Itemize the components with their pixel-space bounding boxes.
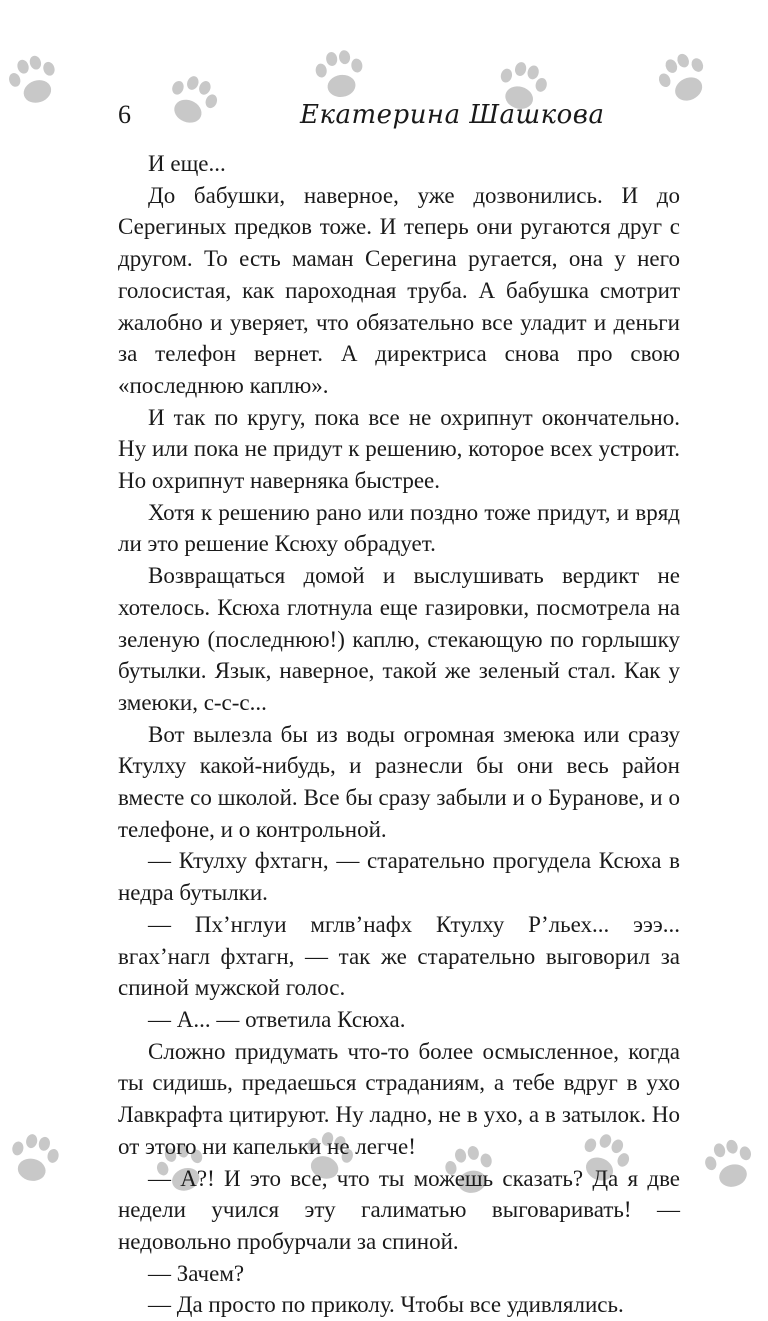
paragraph: Вот вылезла бы из воды огромная змеюка или сразу Ктулху какой-нибудь, и разнесли бы они весь район вместе со школой. Все бы сразу забыли и о Буранове, и о телефоне, и о контрольной. bbox=[118, 721, 680, 842]
running-head-author: Екатерина Шашкова bbox=[300, 100, 605, 130]
paragraph: Возвращаться домой и выслушивать вердикт не хотелось. Ксюха глотнула еще газировки, посмотрела на зеленую (последнюю!) каплю, стекающую по горлышку бутылки. Язык, наверное, такой же зеленый стал. Как у змеюки, с-с-с... bbox=[118, 563, 680, 715]
paragraph: И еще... bbox=[148, 151, 226, 176]
paw-print-icon bbox=[0, 44, 73, 119]
paragraph: — Ктулху фхтагн, — старательно прогудела Ксюха в недра бутылки. bbox=[118, 848, 680, 906]
paragraph: — Пх’нглуи мглв’нафх Ктулху Р’льех... эээ... вгах’нагл фхтагн, — так же старательно выговорил за спиной мужской голос. bbox=[118, 911, 680, 1001]
paragraph: — А?! И это все, что ты можешь сказать? Да я две недели учился эту галиматью выговаривать! — недовольно пробурчали за спиной. bbox=[118, 1165, 680, 1254]
paragraph: До бабушки, наверное, уже дозвонились. И до Серегиных предков тоже. И теперь они ругаются друг с другом. То есть маман Серегина ругается, она у него голосистая, как пароходная труба. А бабушка смотрит жалобно и уверяет, что обязательно все уладит и деньги за телефон вернет. А директриса снова про свою «последнюю каплю». bbox=[118, 182, 680, 398]
body-text bbox=[118, 148, 680, 1321]
paragraph: — А... — ответила Ксюха. bbox=[148, 1006, 406, 1032]
paragraph: И так по кругу, пока все не охрипнут окончательно. Ну или пока не придут к решению, которое всех устроит. Но охрипнут наверняка быстрее. bbox=[118, 404, 680, 494]
paw-print-icon bbox=[304, 42, 375, 108]
paragraph: — Да просто по приколу. Чтобы все удивлялись. bbox=[148, 1292, 624, 1318]
paw-print-icon bbox=[0, 1124, 71, 1194]
paragraph: Хотя к решению рано или поздно тоже придут, и вряд ли это решение Ксюху обрадует. bbox=[118, 499, 680, 557]
paw-print-icon bbox=[151, 62, 232, 140]
paw-print-icon bbox=[691, 1128, 768, 1201]
paw-print-icon bbox=[643, 39, 726, 119]
paragraph: Сложно придумать что-то более осмысленное, когда ты сидишь, предаешься страданиям, а тебе вдруг в ухо Лавкрафта цитируют. Ну ладно, не в ухо, а в затылок. Но от этого ни капельки не легче! bbox=[118, 1038, 680, 1159]
paragraph: — Зачем? bbox=[148, 1260, 245, 1286]
page-number: 6 bbox=[118, 100, 131, 129]
